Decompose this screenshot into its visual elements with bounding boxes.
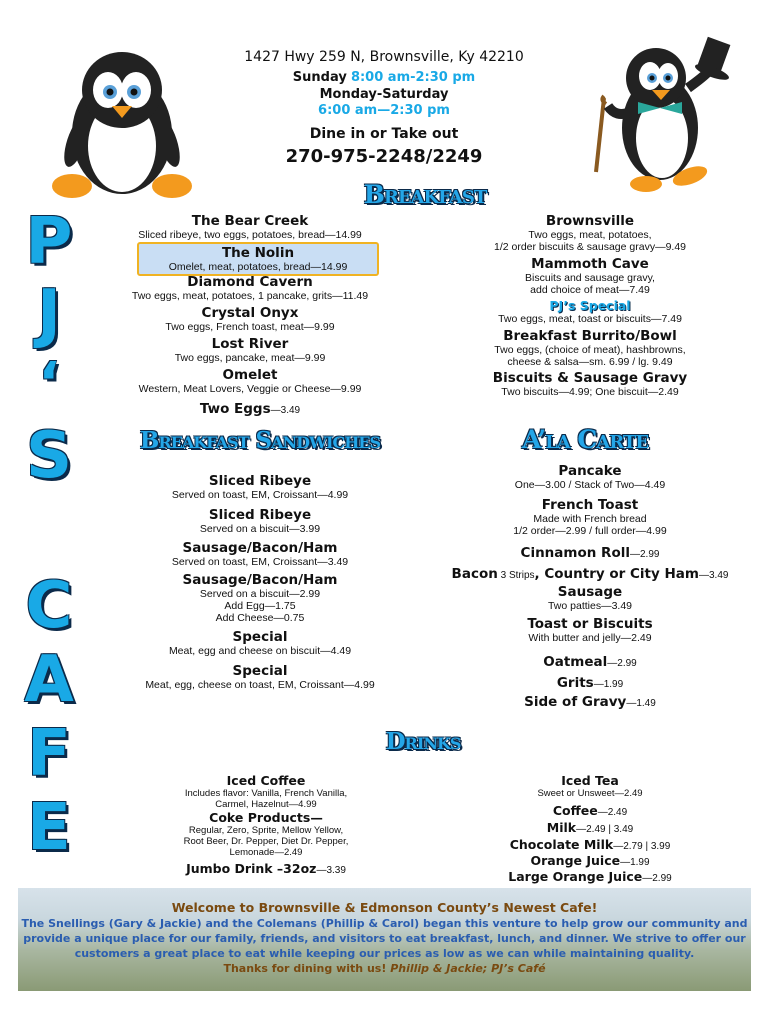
title-letter-s: S — [25, 419, 73, 493]
item-name: Brownsville — [545, 213, 635, 229]
item-price: —3.49 — [698, 570, 729, 581]
alacarte-french-toast — [440, 498, 740, 537]
item-description: Two eggs, meat, toast or biscuits—7.49 — [498, 313, 682, 325]
item-name: Breakfast Burrito/Bowl — [503, 328, 677, 344]
item-name: Diamond Cavern — [187, 274, 313, 290]
item-description: Includes flavor: Vanilla, French Vanilla, — [184, 788, 348, 799]
sandwich-special-biscuit — [110, 630, 410, 657]
item-description: Two eggs, French toast, meat—9.99 — [165, 321, 335, 333]
alacarte-cinnamon-roll — [440, 542, 740, 561]
menu-item-omelet — [100, 368, 400, 395]
breakfast-sandwiches-heading: Breakfast Sandwiches — [139, 427, 381, 454]
banner-signature: Phillip & Jackie; PJ’s Café — [390, 962, 546, 975]
item-description: cheese & salsa—sm. 6.99 / lg. 9.49 — [507, 356, 673, 368]
item-name: , Country or City Ham — [534, 566, 699, 582]
item-description: Served on toast, EM, Croissant—3.49 — [171, 556, 349, 568]
item-description: Regular, Zero, Sprite, Mellow Yellow, — [188, 825, 344, 836]
sandwich-ribeye-toast — [110, 474, 410, 501]
alacarte-grits — [440, 672, 740, 691]
item-description: Biscuits and sausage gravy, — [525, 272, 655, 284]
menu-item-crystal-onyx — [100, 306, 400, 333]
menu-item-brownsville — [450, 214, 730, 253]
alacarte-bacon-ham — [430, 563, 750, 582]
item-price: —3.39 — [316, 865, 346, 876]
alacarte-oatmeal — [440, 651, 740, 670]
item-description: Two biscuits—4.99; One biscuit—2.49 — [501, 386, 679, 398]
item-description: One—3.00 / Stack of Two—4.49 — [514, 479, 666, 491]
item-description: Lemonade—2.49 — [229, 847, 303, 858]
item-price: —2.49 — [597, 807, 628, 818]
item-description: 1/2 order—2.99 / full order—4.99 — [513, 525, 667, 537]
sandwich-sbh-biscuit — [110, 573, 410, 624]
phone-number: 270-975-2248/2249 — [285, 146, 483, 167]
drink-jumbo — [116, 858, 416, 877]
item-name: Orange Juice — [530, 853, 621, 868]
item-name: The Nolin — [221, 245, 295, 261]
alacarte-pancake — [440, 464, 740, 491]
welcome-banner — [18, 888, 751, 991]
banner-line: customers a great place to eat while keeping our prices as low as we can while maintaining quality. — [74, 947, 695, 960]
drink-iced-tea — [450, 773, 730, 799]
item-name: Sausage/Bacon/Ham — [182, 572, 338, 588]
banner-line: The Snellings (Gary & Jackie) and the Colemans (Phillip & Carol) began this venture to help grow our community and — [21, 917, 748, 930]
sandwich-sbh-toast — [110, 541, 410, 568]
item-price: —1.99 — [593, 679, 624, 690]
item-name: Omelet — [222, 367, 278, 383]
item-name: Sliced Ribeye — [208, 473, 312, 489]
item-description: Sweet or Unsweet—2.49 — [537, 788, 643, 799]
alacarte-toast-biscuits — [440, 617, 740, 644]
title-apostrophe: ‘ — [38, 351, 60, 416]
item-description: Meat, egg and cheese on biscuit—4.49 — [168, 645, 352, 657]
banner-line: provide a unique place for our family, friends, and visitors to eat breakfast, lunch, and dinner. We strive to offer our — [23, 932, 746, 945]
item-name: The Bear Creek — [191, 213, 309, 229]
menu-item-nolin-highlighted — [137, 242, 379, 276]
drink-coke-products — [116, 810, 416, 858]
item-description: Root Beer, Dr. Pepper, Diet Dr. Pepper, — [183, 836, 349, 847]
address: 1427 Hwy 259 N, Brownsville, Ky 42210 — [244, 49, 524, 65]
item-description: Two eggs, meat, potatoes, 1 pancake, grits—11.49 — [131, 290, 369, 302]
banner-thanks: Thanks for dining with us! — [223, 962, 391, 975]
item-description: Made with French bread — [533, 513, 647, 525]
item-description: Meat, egg, cheese on toast, EM, Croissant—4.99 — [145, 679, 375, 691]
menu-item-lost-river — [100, 337, 400, 364]
item-note: 3 Strips — [497, 570, 535, 581]
item-description: Omelet, meat, potatoes, bread—14.99 — [168, 261, 348, 273]
item-name: Side of Gravy — [524, 694, 627, 710]
sunday-hours: 8:00 am-2:30 pm — [350, 70, 476, 85]
item-name: Pancake — [558, 463, 622, 479]
item-price: —2.49 | 3.49 — [576, 824, 634, 835]
item-name: Sausage — [557, 584, 623, 600]
item-price: —2.99 — [642, 873, 672, 884]
header — [200, 48, 568, 169]
title-letter-j: J — [37, 277, 61, 351]
service-type: Dine in or Take out — [309, 126, 459, 142]
sandwich-special-toast — [110, 664, 410, 691]
item-name: Biscuits & Sausage Gravy — [492, 370, 688, 386]
item-name: Iced Coffee — [226, 773, 306, 788]
item-name: Coke Products— — [209, 810, 323, 825]
sunday-hours-line — [200, 69, 568, 87]
banner-thanks-line — [18, 961, 751, 976]
item-name: Oatmeal — [543, 654, 608, 670]
banner-title: Welcome to Brownsville & Edmonson County’s Newest Cafe! — [171, 900, 598, 915]
title-letter-c: C — [25, 569, 73, 643]
item-name: Two Eggs — [199, 401, 271, 417]
item-description: Served on a biscuit—3.99 — [199, 523, 321, 535]
item-price: —1.49 — [626, 698, 656, 709]
weekday-hours: 6:00 am—2:30 pm — [318, 103, 450, 118]
item-description: With butter and jelly—2.49 — [528, 632, 652, 644]
alacarte-heading: A’la Carte — [521, 425, 649, 454]
title-letter-f: F — [27, 717, 71, 791]
item-name: Mammoth Cave — [531, 256, 649, 272]
item-name: Bacon — [451, 566, 498, 582]
item-description: Western, Meat Lovers, Veggie or Cheese—9.99 — [138, 383, 362, 395]
item-description: Sliced ribeye, two eggs, potatoes, bread—14.99 — [138, 229, 362, 241]
item-name: Special — [232, 629, 288, 645]
drink-iced-coffee — [116, 773, 416, 810]
item-price: —3.49 — [270, 405, 301, 416]
sandwich-ribeye-biscuit — [110, 508, 410, 535]
item-price: —2.79 | 3.99 — [613, 841, 671, 852]
title-letter-p: P — [25, 205, 73, 279]
drinks-heading: Drinks — [385, 728, 461, 755]
title-letter-e: E — [27, 791, 71, 865]
menu-item-bear-creek — [100, 214, 400, 241]
item-name: Cinnamon Roll — [520, 545, 630, 561]
item-name: Iced Tea — [561, 773, 619, 788]
item-description: add choice of meat—7.49 — [530, 284, 650, 296]
item-name: French Toast — [541, 497, 639, 513]
menu-item-biscuits-gravy — [450, 371, 730, 398]
item-name: Jumbo Drink –32oz — [186, 861, 317, 876]
item-description: Served on toast, EM, Croissant—4.99 — [171, 489, 349, 501]
menu-item-two-eggs — [100, 398, 400, 417]
item-description: Two eggs, (choice of meat), hashbrowns, — [494, 344, 686, 356]
item-name: PJ’s Special — [549, 298, 631, 313]
item-description: Two eggs, pancake, meat—9.99 — [174, 352, 326, 364]
item-name: Coffee — [552, 803, 598, 818]
penguin-sitting-illustration — [52, 38, 192, 200]
item-price: —2.99 — [629, 549, 660, 560]
item-description: Add Egg—1.75 — [224, 600, 296, 612]
weekday-label: Monday-Saturday — [319, 87, 449, 102]
item-description: 1/2 order biscuits & sausage gravy—9.49 — [493, 241, 687, 253]
title-letter-a: A — [24, 643, 74, 717]
item-name: Grits — [556, 675, 594, 691]
item-name: Chocolate Milk — [509, 837, 614, 852]
item-price: —2.99 — [607, 658, 637, 669]
breakfast-heading: Breakfast — [363, 180, 487, 209]
menu-item-burrito-bowl — [450, 329, 730, 368]
drink-large-orange-juice — [450, 866, 730, 885]
item-name: Special — [232, 663, 288, 679]
item-name: Sliced Ribeye — [208, 507, 312, 523]
item-description: Add Cheese—0.75 — [215, 612, 305, 624]
alacarte-sausage — [440, 585, 740, 612]
item-description: Two eggs, meat, potatoes, — [528, 229, 652, 241]
item-name: Sausage/Bacon/Ham — [182, 540, 338, 556]
item-name: Lost River — [211, 336, 289, 352]
item-name: Large Orange Juice — [508, 869, 643, 884]
menu-item-pjs-special — [450, 298, 730, 325]
sunday-label: Sunday — [292, 70, 347, 85]
alacarte-gravy — [440, 691, 740, 710]
item-description: Carmel, Hazelnut—4.99 — [215, 799, 317, 810]
item-description: Served on a biscuit—2.99 — [199, 588, 321, 600]
item-name: Milk — [546, 820, 577, 835]
item-name: Crystal Onyx — [201, 305, 299, 321]
item-description: Two patties—3.49 — [547, 600, 633, 612]
item-name: Toast or Biscuits — [527, 616, 653, 632]
item-price: —1.99 — [620, 857, 650, 868]
menu-item-diamond-cavern — [100, 275, 400, 302]
penguin-top-hat-illustration — [590, 28, 750, 196]
menu-item-mammoth-cave — [450, 257, 730, 296]
